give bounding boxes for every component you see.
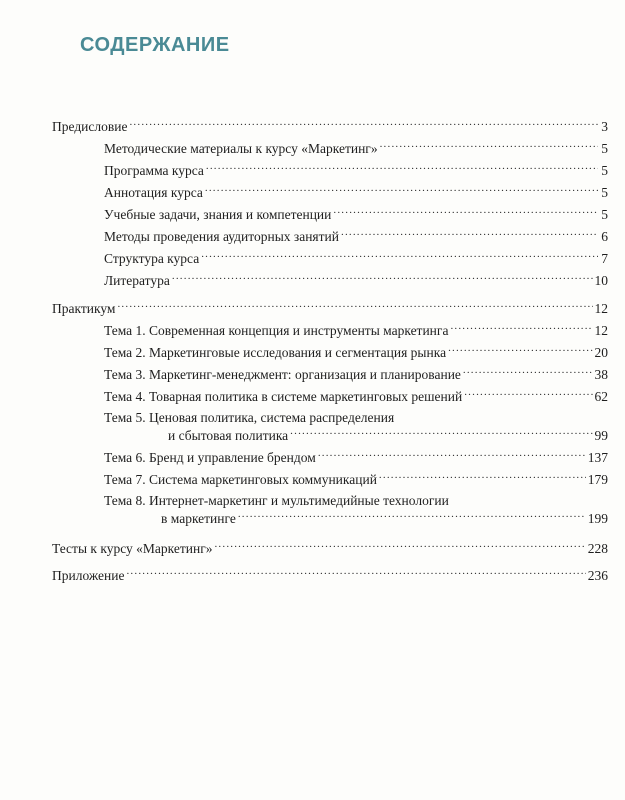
toc-entry-page: 179 <box>587 472 608 487</box>
toc-entry-label: Приложение <box>52 568 125 583</box>
toc-entry-topic-8 <box>161 509 608 527</box>
dot-leader <box>126 566 585 580</box>
toc-entry-topic-1 <box>104 321 608 339</box>
toc-entry-label: Тема 4. Товарная политика в системе маркетинговых решений <box>104 389 463 404</box>
toc-entry-label: Тема 1. Современная концепция и инструменты маркетинга <box>104 323 449 338</box>
toc-entry-page: 7 <box>601 251 608 266</box>
toc-entry-label: Методические материалы к курсу «Маркетинг» <box>104 141 378 156</box>
toc-entry-preface <box>52 117 608 135</box>
toc-entry-page: 62 <box>594 389 608 404</box>
toc-entry-literature <box>104 271 608 289</box>
dot-leader <box>341 227 598 241</box>
toc-entry-label: Учебные задачи, знания и компетенции <box>104 207 332 222</box>
dot-leader <box>129 117 598 131</box>
toc-entry-methods <box>104 227 608 245</box>
dot-leader <box>201 249 598 263</box>
toc-entry-label: Предисловие <box>52 119 128 134</box>
dot-leader <box>380 139 598 153</box>
dot-leader <box>463 365 593 379</box>
toc-entry-label: Литература <box>104 273 170 288</box>
toc-entry-tasks <box>104 205 608 223</box>
toc-entry-page: 5 <box>601 207 608 222</box>
toc-entry-label: Тема 2. Маркетинговые исследования и сегментация рынка <box>104 345 447 360</box>
toc-entry-page: 38 <box>594 367 608 382</box>
toc-entry-page: 5 <box>601 185 608 200</box>
toc-entry-label: Тема 6. Бренд и управление брендом <box>104 450 316 465</box>
toc-entry-label: и сбытовая политика <box>168 428 289 443</box>
toc-entry-topic-3 <box>104 365 608 383</box>
toc-entry-page: 3 <box>601 119 608 134</box>
dot-leader <box>206 161 598 175</box>
dot-leader <box>450 321 592 335</box>
dot-leader <box>318 448 586 462</box>
toc-entry-page: 5 <box>601 163 608 178</box>
toc-entry-page: 137 <box>587 450 608 465</box>
toc-entry-label: Тема 3. Маркетинг-менеджмент: организация и планирование <box>104 367 461 382</box>
toc-entry-label: Тема 7. Система маркетинговых коммуникаций <box>104 472 377 487</box>
toc-entry-practicum <box>52 299 608 317</box>
toc-entry-label: Структура курса <box>104 251 200 266</box>
toc-entry-page: 12 <box>594 323 608 338</box>
dot-leader <box>172 271 593 285</box>
dot-leader <box>117 299 592 313</box>
toc-entry-topic-8-line1: Тема 8. Интернет-маркетинг и мультимедийные технологии <box>104 493 449 508</box>
toc-entry-page: 5 <box>601 141 608 156</box>
dot-leader <box>238 509 586 523</box>
toc-entry-label: Тесты к курсу «Маркетинг» <box>52 541 213 556</box>
toc-entry-topic-2 <box>104 343 608 361</box>
toc-entry-appendix <box>52 566 608 584</box>
toc-entry-label: Программа курса <box>104 163 204 178</box>
toc-entry-page: 20 <box>594 345 608 360</box>
page-title: СОДЕРЖАНИЕ <box>80 34 230 56</box>
toc-entry-structure <box>104 249 608 267</box>
toc-entry-page: 236 <box>587 568 608 583</box>
dot-leader <box>379 470 586 484</box>
toc-entry-page: 6 <box>601 229 608 244</box>
toc-entry-topic-7 <box>104 470 608 488</box>
toc-entry-topic-6 <box>104 448 608 466</box>
toc-entry-topic-4 <box>104 387 608 405</box>
toc-entry-page: 228 <box>587 541 608 556</box>
dot-leader <box>205 183 598 197</box>
toc-entry-label: в маркетинге <box>161 511 236 526</box>
toc-entry-topic-5-line1: Тема 5. Ценовая политика, система распределения <box>104 410 395 425</box>
dot-leader <box>448 343 592 357</box>
toc-entry-label: Методы проведения аудиторных занятий <box>104 229 339 244</box>
dot-leader <box>214 539 585 553</box>
toc-entry-page: 99 <box>594 428 608 443</box>
toc-entry-page: 10 <box>594 273 608 288</box>
toc-entry-method-materials <box>104 139 608 157</box>
toc-entry-page: 12 <box>594 301 608 316</box>
toc-entry-program <box>104 161 608 179</box>
dot-leader <box>464 387 592 401</box>
dot-leader <box>290 426 592 440</box>
toc-entry-label: Практикум <box>52 301 116 316</box>
toc-entry-annotation <box>104 183 608 201</box>
toc-entry-label: Аннотация курса <box>104 185 203 200</box>
dot-leader <box>333 205 598 219</box>
toc-entry-tests <box>52 539 608 557</box>
toc-entry-page: 199 <box>587 511 608 526</box>
toc-entry-topic-5 <box>168 426 608 444</box>
